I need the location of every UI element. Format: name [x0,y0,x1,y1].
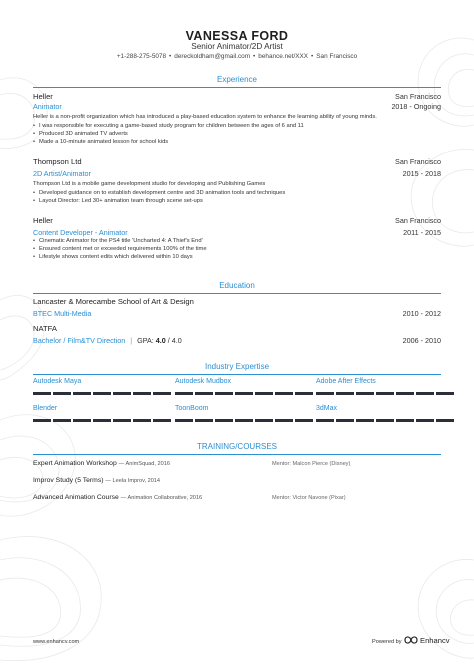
enhancv-logo-icon [404,635,418,645]
section-divider [33,454,441,455]
phone: +1-288-275-5078 [116,53,167,60]
skill-name: ToonBoom [175,405,209,412]
skill-name: Autodesk Maya [33,378,82,385]
powered-by-label: Powered by [372,639,402,645]
job-dates: 2018 - Ongoing [391,102,441,111]
bullet-item: • Cinematic Animator for the PS4 title 'Uncharted 4: A Thief's End' [33,238,443,246]
bullet-item: • Developed guidance on to establish development centre and 3D animation tools and techniques [33,190,443,198]
experience-section-header [33,75,441,88]
bullet-item: • Layout Director: Led 30+ animation team through scene set-ups [33,198,443,206]
skill-level-segment [336,419,354,422]
skill-level-segment [133,392,151,395]
job-bullets [33,123,443,146]
skill-name: Adobe After Effects [316,378,376,385]
skill-level-segment [33,419,51,422]
skill-level-segment [33,392,51,395]
section-title: Education [219,281,255,290]
skill-level-segment [215,419,233,422]
bullet-item: • Made a 10-minute animated lesson for school kids [33,139,443,147]
skill-level-bar [33,392,163,395]
education-school: Lancaster & Morecambe School of Art & Design [33,297,194,306]
skill-level-segment [235,392,253,395]
training-title: Advanced Animation Course [33,494,119,501]
enhancv-logo-text: Enhancv [420,635,450,645]
skill-level-segment [235,419,253,422]
job-role: 2D Artist/Animator [33,169,91,178]
section-title: TRAINING/COURSES [196,442,277,451]
job-location: San Francisco [395,216,441,225]
skill-level-segment [356,419,374,422]
training-provider: — AnimSquad, 2016 [118,461,170,467]
skill-level-segment [255,419,273,422]
skill-level-segment [175,392,193,395]
education-school: NATFA [33,324,57,333]
website-link[interactable]: behance.net/XXX [258,53,309,60]
section-title: Experience [216,75,258,84]
job-location: San Francisco [395,157,441,166]
skills-section-header [33,362,441,375]
skill-level-segment [53,419,71,422]
footer-website-link[interactable]: www.enhancv.com [33,639,80,645]
skill-level-segment [316,392,334,395]
training-title: Improv Study (5 Terms) [33,477,104,484]
skill-level-segment [275,392,293,395]
skill-level-segment [93,392,111,395]
training-section-header [33,442,441,455]
skill-level-segment [153,419,171,422]
education-dates: 2006 - 2010 [402,336,441,345]
contact-line [0,53,474,60]
training-provider: — Leela Improv, 2014 [105,478,161,484]
bullet-item: • Lifestyle shows content edits which delivered within 10 days [33,254,443,262]
training-item [33,460,170,467]
location: San Francisco [316,53,358,60]
skill-level-segment [356,392,374,395]
skill-level-segment [195,392,213,395]
training-provider: — Animation Collaborative, 2016 [120,495,203,501]
skill-level-segment [416,419,434,422]
skill-level-segment [175,419,193,422]
skill-level-segment [93,419,111,422]
section-title: Industry Expertise [204,362,270,371]
separator: | [130,336,133,345]
skill-level-segment [195,419,213,422]
skill-level-segment [376,392,394,395]
job-dates: 2015 - 2018 [402,169,441,178]
skill-name: Autodesk Mudbox [175,378,232,385]
skill-name: 3dMax [316,405,338,412]
skill-level-segment [113,392,131,395]
job-role: Animator [33,102,62,111]
education-degree-line [33,336,182,345]
email-link[interactable]: dereckoldham@gmail.com [174,53,251,60]
skill-level-segment [295,419,313,422]
skill-level-segment [113,419,131,422]
skill-level-segment [255,392,273,395]
skill-name: Blender [33,405,58,412]
skill-level-segment [295,392,313,395]
gpa-label: GPA: [137,336,154,345]
candidate-name: VANESSA FORD [185,29,289,43]
bullet-item: • I was responsible for executing a game-based study program for children between the ages of 6 and 11 [33,123,443,131]
section-divider [33,374,441,375]
skill-level-segment [376,419,394,422]
skill-level-segment [416,392,434,395]
gpa-max: / 4.0 [167,336,182,345]
skill-level-segment [53,392,71,395]
skill-level-segment [436,392,454,395]
training-mentor: Mentor: Victor Navone (Pixar) [272,495,346,501]
education-section-header [33,281,441,294]
job-description: Heller is a non-profit organization which has introduced a play-based education system to enhance the learning ability of young minds. [33,114,377,120]
bullet-item: • Ensured content met or exceeded requirements 100% of the time [33,246,443,254]
job-dates: 2011 - 2015 [403,228,441,237]
bullet-item: • Produced 3D animated TV adverts [33,131,443,139]
job-location: San Francisco [395,92,441,101]
skill-level-segment [73,392,91,395]
training-mentor: Mentor: Malcon Pierce (Disney) [272,461,351,467]
job-bullets [33,238,443,261]
skill-level-segment [316,419,334,422]
skill-level-bar [175,392,305,395]
section-divider [33,87,441,88]
skill-level-segment [396,419,414,422]
job-company: Heller [33,92,53,101]
skill-level-bar [316,392,446,395]
job-bullets [33,190,443,206]
candidate-title: Senior Animator/2D Artist [191,42,283,51]
skill-level-segment [275,419,293,422]
skill-level-bar [316,419,446,422]
skill-level-segment [215,392,233,395]
training-title: Expert Animation Workshop [33,460,117,467]
gpa-value: 4.0 [155,336,166,345]
skill-level-bar [33,419,163,422]
skill-level-segment [153,392,171,395]
education-degree: Bachelor / Film&TV Direction [33,336,126,345]
separator: • [311,53,314,60]
skill-level-segment [436,419,454,422]
education-degree: BTEC Multi-Media [33,309,92,318]
section-divider [33,293,441,294]
skill-level-segment [336,392,354,395]
skill-level-bar [175,419,305,422]
job-role: Content Developer - Animator [33,228,128,237]
job-company: Heller [33,216,53,225]
skill-level-segment [396,392,414,395]
skill-level-segment [133,419,151,422]
separator: • [169,53,172,60]
enhancv-logo[interactable] [404,635,450,645]
education-dates: 2010 - 2012 [402,309,441,318]
training-item [33,494,202,501]
separator: • [253,53,256,60]
job-company: Thompson Ltd [33,157,82,166]
training-item [33,477,160,484]
job-description: Thompson Ltd is a mobile game development studio for developing and Publishing Games [33,181,266,187]
skill-level-segment [73,419,91,422]
